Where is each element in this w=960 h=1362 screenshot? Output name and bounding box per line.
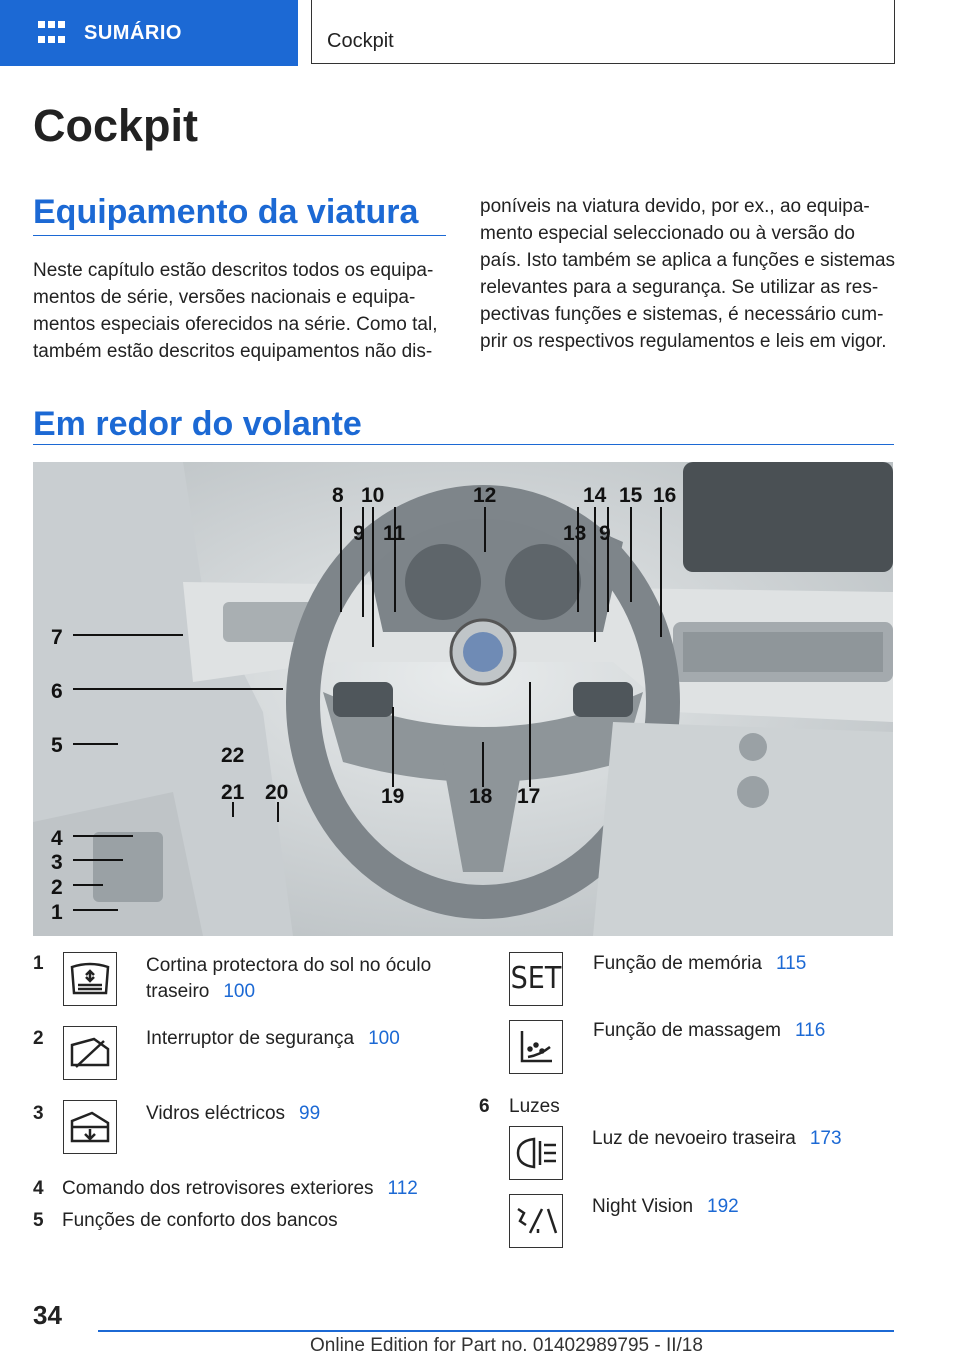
grid-icon [38,21,66,45]
page-title: Cockpit [33,100,199,151]
intro-column-1: Neste capítulo estão descritos todos os equipa- mentos de série, versões nacionais e equipa- mentos especiais oferecidos na série. Como tal, também estão descritos equipamentos não dis- [33,260,438,362]
cockpit-illustration [33,462,893,936]
toc-label: SUMÁRIO [84,21,182,44]
night-vision-icon [509,1194,563,1248]
edition-text: Online Edition for Part no. 01402989795 - II/18 [310,1335,703,1356]
legend-item-4: Comando dos retrovisores exteriores 112 [62,1178,418,1199]
top-navigation [0,0,960,66]
legend-item-6: Luzes [509,1096,560,1117]
legend-night-vision: Night Vision 192 [592,1196,739,1217]
legend-number: 2 [33,1028,44,1049]
legend-item-2: Interruptor de segurança 100 [146,1028,400,1049]
safety-switch-icon [63,1026,117,1080]
callout-18: 18 [469,785,493,808]
callout-12: 12 [473,484,497,507]
callout-10: 10 [361,484,385,507]
callout-9: 9 [353,522,365,545]
volante-heading: Em redor do volante [33,405,362,443]
section-label: Cockpit [327,30,394,52]
callout-3: 3 [51,851,63,874]
callout-9: 9 [599,522,611,545]
legend-massage: Função de massagem 116 [593,1020,826,1041]
heading-rule [33,235,446,236]
page-number: 34 [33,1300,62,1330]
footer-rule [98,1330,894,1332]
heading-rule [33,444,894,445]
callout-8: 8 [332,484,344,507]
callout-15: 15 [619,484,643,507]
callout-14: 14 [583,484,607,507]
page-ref-link[interactable]: 116 [795,1020,826,1041]
callout-21: 21 [221,781,245,804]
callout-2: 2 [51,876,63,899]
callout-1: 1 [51,901,63,924]
page-ref-link[interactable]: 100 [368,1028,400,1049]
page-ref-link[interactable]: 192 [707,1196,739,1217]
page-ref-link[interactable]: 100 [223,981,256,1002]
legend-number: 1 [33,953,44,974]
intro-column-2: poníveis na viatura devido, por ex., ao equipa- mento especial seleccionado ou à versão do país. Isto também se aplica a funções e sistemas relevantes para a segurança. Se utilizar as res- pectivas funções e sistemas, é necessário cum- prir os respectivos regulamentos e leis em vigor. [480,196,896,352]
page-ref-link[interactable]: 173 [809,1128,842,1149]
massage-icon [509,1020,563,1074]
legend-item-5: Funções de conforto dos bancos [62,1210,338,1231]
legend-number: 4 [33,1178,44,1199]
toc-button[interactable] [0,0,298,66]
page-ref-link[interactable]: 115 [775,953,807,974]
equipamento-heading: Equipamento da viatura [33,193,419,231]
callout-7: 7 [51,626,63,649]
callout-13: 13 [563,522,587,545]
callout-4: 4 [51,827,63,850]
callout-11: 11 [383,522,406,545]
legend-memory: Função de memória 115 [593,953,807,974]
legend-number: 6 [479,1096,490,1117]
steering-wheel-figure [33,462,893,936]
legend-rear-fog: Luz de nevoeiro traseira 173 [592,1128,842,1149]
callout-6: 6 [51,680,63,703]
callout-5: 5 [51,734,63,757]
callout-22: 22 [221,744,245,767]
power-window-icon [63,1100,117,1154]
legend-item-1: Cortina protectora do sol no óculo traseiro 100 [146,955,432,1002]
page-ref-link[interactable]: 99 [299,1103,321,1124]
page-ref-link[interactable]: 112 [387,1178,418,1199]
callout-20: 20 [265,781,289,804]
callout-19: 19 [381,785,405,808]
callout-17: 17 [517,785,541,808]
section-tab[interactable] [311,0,895,64]
legend-number: 3 [33,1103,44,1124]
callout-16: 16 [653,484,677,507]
memory-set-icon: SET [509,952,563,1006]
rear-fog-light-icon [509,1126,563,1180]
legend-number: 5 [33,1210,44,1231]
legend-item-3: Vidros eléctricos 99 [146,1103,321,1124]
rear-sunblind-icon [63,952,117,1006]
